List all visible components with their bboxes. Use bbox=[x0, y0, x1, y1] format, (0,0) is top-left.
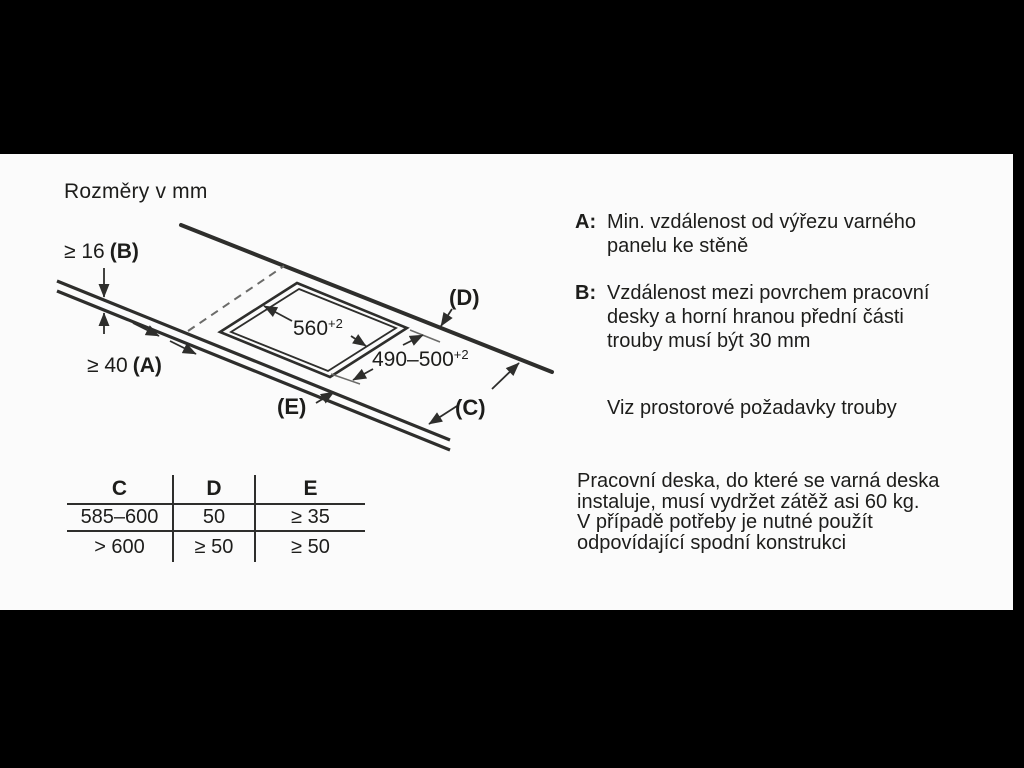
note-b-line-3: trouby musí být 30 mm bbox=[607, 330, 811, 352]
load-note-line-3: V případě potřeby je nutné použít bbox=[577, 511, 873, 533]
table-header-c: C bbox=[67, 475, 172, 505]
ref-d-label: (D) bbox=[449, 285, 480, 310]
load-note-line-4: odpovídající spodní konstrukci bbox=[577, 531, 847, 554]
table-cell-e1: ≥ 35 bbox=[256, 505, 365, 532]
content-panel bbox=[0, 154, 1013, 610]
cutout-width-text: $560^{+2}$ bbox=[293, 316, 343, 340]
note-b-label: B: bbox=[575, 282, 597, 304]
load-note-line-2: instaluje, musí vydržet zátěž asi 60 kg. bbox=[577, 490, 920, 513]
note-a-line-1: Min. vzdálenost od výřezu varného bbox=[607, 211, 917, 233]
dimension-table bbox=[67, 475, 365, 562]
table-header-d: D bbox=[172, 475, 256, 505]
ref-c-label: (C) bbox=[455, 395, 486, 420]
note-a-line-2: panelu ke stěně bbox=[607, 235, 749, 257]
note-b-line-2: desky a horní hranou přední části bbox=[607, 306, 904, 328]
table-cell-c2: > 600 bbox=[94, 535, 145, 558]
dim-a-text: ≥ 40 (A) bbox=[87, 354, 162, 377]
table-header-e: E bbox=[256, 475, 365, 505]
dim-b-text: ≥ 16 (B) bbox=[64, 240, 139, 263]
note-a bbox=[575, 210, 1019, 258]
ref-e-label: (E) bbox=[277, 394, 307, 419]
load-note-line-1: Pracovní deska, do které se varná deska bbox=[577, 470, 940, 492]
see-also-note: Viz prostorové požadavky trouby bbox=[607, 397, 897, 419]
load-capacity-note bbox=[577, 471, 1017, 553]
note-b-line-1: Vzdálenost mezi povrchem pracovní bbox=[607, 282, 930, 304]
table-cell-d2: ≥ 50 bbox=[172, 532, 256, 562]
note-b bbox=[575, 281, 1019, 353]
note-a-label: A: bbox=[575, 211, 597, 233]
page-title: Rozměry v mm bbox=[64, 180, 208, 203]
table-cell-c1: 585–600 bbox=[67, 505, 172, 532]
table-cell-e2: ≥ 50 bbox=[291, 535, 330, 558]
table-cell-d1: 50 bbox=[172, 505, 256, 532]
cutout-depth-text: $490-500^{+2}$ bbox=[372, 347, 469, 371]
